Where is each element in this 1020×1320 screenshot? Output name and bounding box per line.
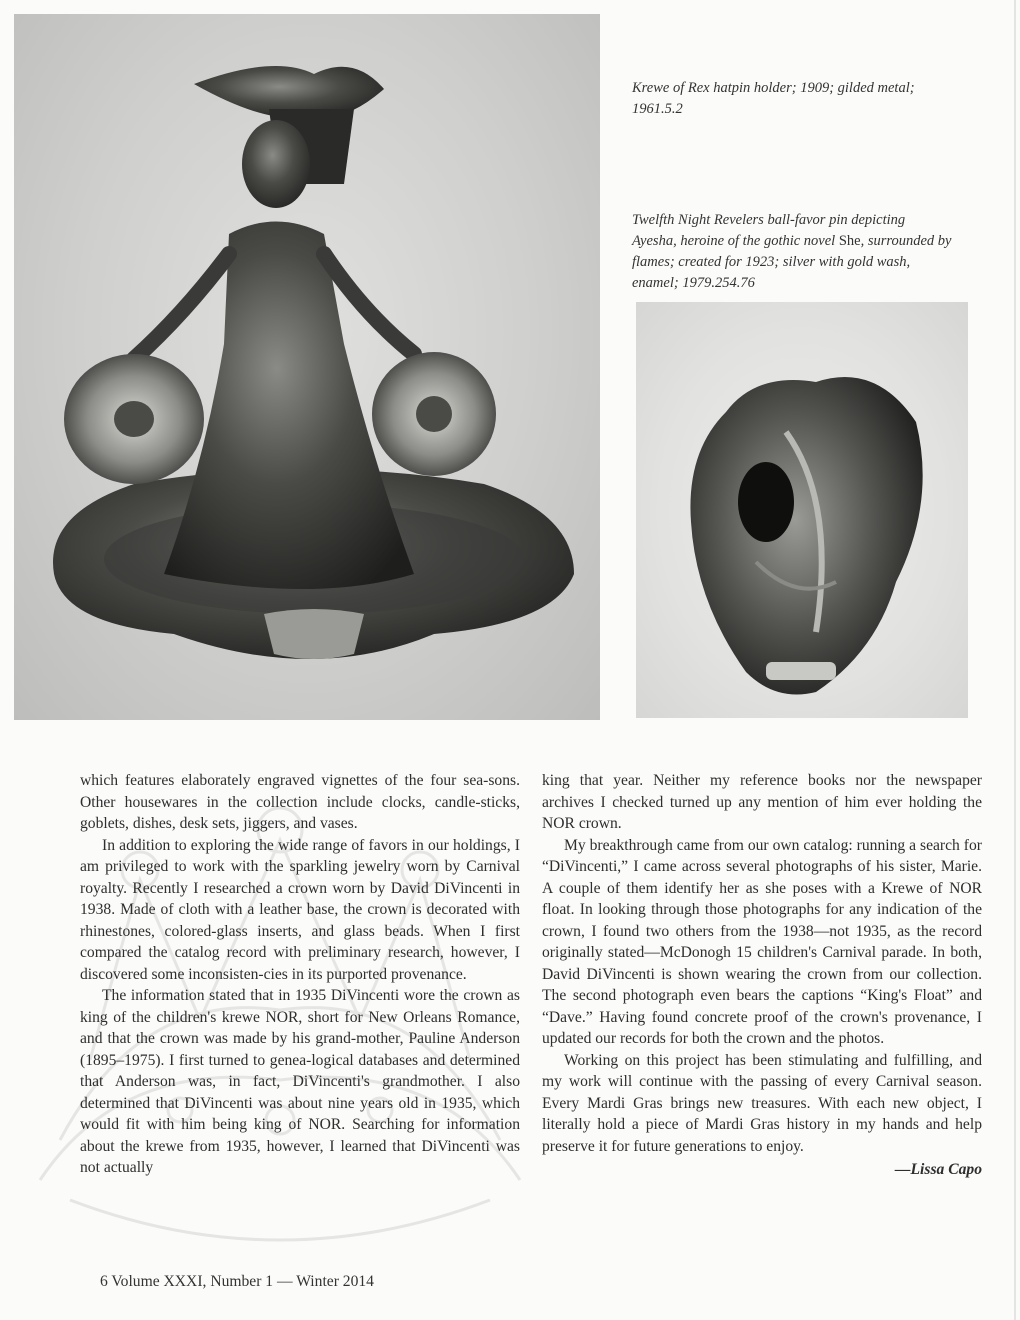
article-paragraph: In addition to exploring the wide range of favors in our holdings, I am privileged to work with the sparkling jewelry worn by Carnival royalty. Recently I researched a crown worn by David DiVincenti in 1938. Made of cloth with a leather base, the crown is decorated with rhinestones, colored-glass inserts, and glass beads. When I first compared the catalog record with preliminary research, however, I discovered some inconsisten-cies in its purported provenance. xyxy=(80,836,520,983)
article-right-column xyxy=(542,770,982,1181)
page-edge xyxy=(1014,0,1016,1320)
pin-caption-part1: Twelfth Night Revelers ball-favor pin depicting Ayesha, heroine of the gothic novel xyxy=(632,212,906,249)
pin-caption-part2: , surrounded by flames; created for 1923; silver with gold wash, enamel; 1979.254.76 xyxy=(632,233,952,291)
ball-favor-pin-photo xyxy=(636,302,968,718)
author-signature: —Lissa Capo xyxy=(894,1161,982,1178)
hatpin-holder-photo xyxy=(14,14,600,720)
hatpin-caption: Krewe of Rex hatpin holder; 1909; gilded metal; 1961.5.2 xyxy=(632,80,915,117)
article-paragraph: king that year. Neither my reference books nor the newspaper archives I checked turned up any mention of him ever holding the NOR crown. xyxy=(542,772,982,832)
pin-caption-novel-title: She xyxy=(838,233,861,249)
pin-caption xyxy=(632,210,952,294)
article-paragraph: which features elaborately engraved vignettes of the four sea-sons. Other housewares in the collection include clocks, candle-sticks, goblets, dishes, desk sets, jiggers, and vases. xyxy=(80,772,520,832)
article-paragraph: The information stated that in 1935 DiVincenti wore the crown as king of the children's krewe NOR, short for New Orleans Romance, and that the crown was made by his grand-mother, Pauline Anderson (1895–1975). I first turned to genea-logical databases and determined that Anderson was, in fact, DiVincenti's grandmother. I also determined that DiVincenti was about nine years old in 1935, which would fit with him being king of NOR. Searching for information about the krewe from 1935, however, I learned that DiVincenti was not actually xyxy=(80,987,520,1176)
article-paragraph: My breakthrough came from our own catalog: running a search for “DiVincenti,” I came across several photographs of his sister, Marie. A couple of them identify her as she poses with a Krewe of NOR float. In looking through those photographs for any indication of the crown, I found two others from the 1938—not 1935, as the record originally stated—McDonogh 15 children's Carnival parade. In both, David DiVincenti is shown wearing the crown from our collection. The second photograph even bears the captions “King's Float” and “Dave.” Having found concrete proof of the crown's provenance, I updated our records for both the crown and the photos. xyxy=(542,836,982,1047)
article-paragraph: Working on this project has been stimulating and fulfilling, and my work will continue with the passing of every Carnival season. Every Mardi Gras brings new treasures. With each new object, I literally hold a piece of Mardi Gras history in my hands and help preserve it for future generations to enjoy. xyxy=(542,1051,982,1155)
page-footer: 6 Volume XXXI, Number 1 — Winter 2014 xyxy=(100,1273,374,1290)
article-left-column xyxy=(80,770,520,1179)
